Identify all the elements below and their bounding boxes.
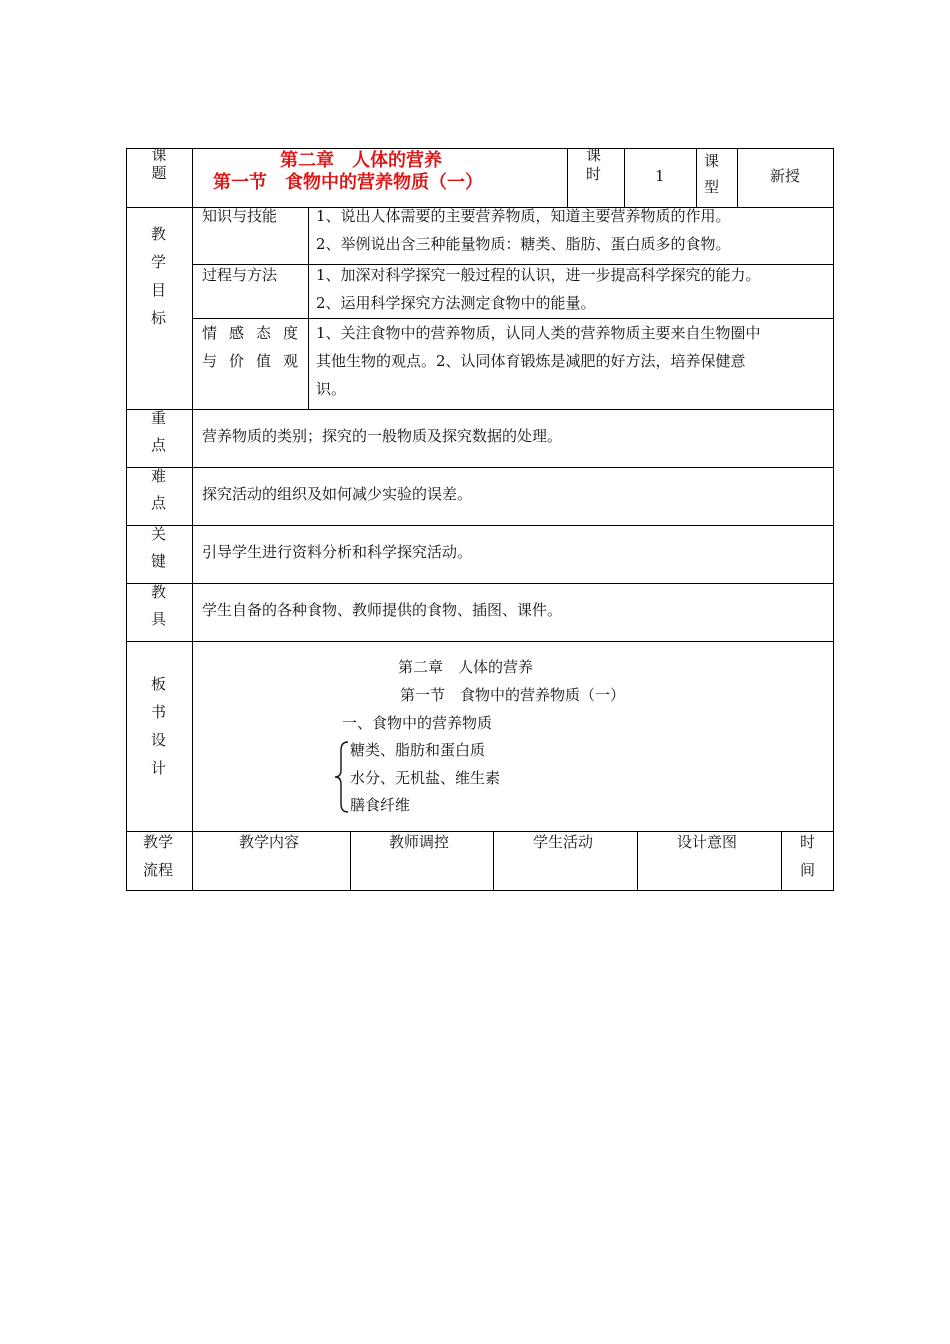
flow-time-line2: 间 bbox=[800, 861, 816, 879]
flow-column-student: 学生活动 bbox=[533, 833, 594, 851]
flow-column-teacher: 教师调控 bbox=[389, 833, 450, 851]
key-point-text: 营养物质的类别；探究的一般物质及探究数据的处理。 bbox=[202, 427, 563, 445]
flow-time-line1: 时 bbox=[800, 833, 816, 851]
key-label bbox=[151, 521, 169, 575]
objective-category-attitude-line1: 情感态度 bbox=[202, 324, 311, 342]
objective-category-attitude-line2: 与价值观 bbox=[202, 352, 311, 370]
table-row-divider bbox=[126, 409, 834, 410]
board-line3: 一、食物中的营养物质 bbox=[342, 714, 493, 732]
flow-column-intent: 设计意图 bbox=[677, 833, 738, 851]
header-divider bbox=[624, 148, 625, 208]
objective-category-knowledge: 知识与技能 bbox=[202, 207, 278, 225]
flow-label-line2: 流程 bbox=[143, 861, 174, 879]
board-line2: 第一节 食物中的营养物质（一） bbox=[400, 686, 626, 704]
header-divider bbox=[737, 148, 738, 208]
objective-attitude-line1: 1、关注食物中的营养物质，认同人类的营养物质主要来自生物圈中 bbox=[316, 324, 761, 342]
table-border-left bbox=[126, 148, 127, 891]
tools-label bbox=[151, 579, 169, 633]
key-point-label-text: 重点 bbox=[151, 409, 167, 454]
objective-attitude-line2: 其他生物的观点。2、认同体育锻炼是减肥的好方法，培养保健意 bbox=[316, 352, 746, 370]
objective-attitude-line3: 识。 bbox=[316, 380, 347, 398]
flow-column-divider bbox=[350, 831, 351, 891]
flow-label-line1: 教学 bbox=[143, 833, 174, 851]
flow-column-divider bbox=[637, 831, 638, 891]
board-item-3: 膳食纤维 bbox=[350, 796, 411, 814]
table-border-bottom bbox=[126, 890, 834, 891]
header-divider bbox=[696, 148, 697, 208]
flow-column-divider bbox=[493, 831, 494, 891]
table-row-divider bbox=[126, 525, 834, 526]
flow-column-divider bbox=[781, 831, 782, 891]
objective-process-line1: 1、加深对科学探究一般过程的认识，进一步提高科学探究的能力。 bbox=[316, 266, 761, 284]
table-row-divider bbox=[126, 583, 834, 584]
objective-category-process: 过程与方法 bbox=[202, 266, 278, 284]
header-divider bbox=[567, 148, 568, 208]
difficulty-text: 探究活动的组织及如何减少实验的误差。 bbox=[202, 485, 473, 503]
objective-knowledge-line1: 1、说出人体需要的主要营养物质，知道主要营养物质的作用。 bbox=[316, 207, 731, 225]
tools-label-text: 教具 bbox=[151, 583, 167, 628]
lesson-title-line1: 第二章 人体的营养 bbox=[280, 150, 442, 171]
tools-text: 学生自备的各种食物、教师提供的食物、插图、课件。 bbox=[202, 601, 563, 619]
curly-brace-icon bbox=[334, 740, 350, 814]
board-item-1: 糖类、脂肪和蛋白质 bbox=[350, 741, 486, 759]
board-item-2: 水分、无机盐、维生素 bbox=[350, 769, 501, 787]
board-line1: 第二章 人体的营养 bbox=[398, 658, 534, 676]
hours-label bbox=[586, 146, 604, 184]
key-label-text: 关键 bbox=[151, 525, 167, 570]
type-value: 新授 bbox=[770, 167, 801, 185]
type-label bbox=[704, 148, 722, 200]
board-label bbox=[151, 670, 169, 782]
objective-category-divider bbox=[308, 207, 309, 410]
flow-column-content: 教学内容 bbox=[239, 833, 300, 851]
difficulty-label-text: 难点 bbox=[151, 467, 167, 512]
table-row-divider bbox=[126, 641, 834, 642]
subject-label-text: 课题 bbox=[151, 146, 167, 182]
key-point-label bbox=[151, 405, 169, 459]
lesson-title-line2: 第一节 食物中的营养物质（一） bbox=[213, 172, 483, 193]
hours-value: 1 bbox=[655, 167, 665, 185]
difficulty-label bbox=[151, 463, 169, 517]
label-column-divider bbox=[192, 148, 193, 891]
objectives-label-text: 教学目标 bbox=[151, 225, 167, 327]
hours-label-text: 课时 bbox=[586, 146, 602, 183]
table-border-top bbox=[126, 148, 834, 149]
board-label-text: 板书设计 bbox=[151, 675, 167, 777]
objectives-label bbox=[151, 220, 169, 332]
key-text: 引导学生进行资料分析和科学探究活动。 bbox=[202, 543, 473, 561]
objective-process-line2: 2、运用科学探究方法测定食物中的能量。 bbox=[316, 294, 596, 312]
objective-knowledge-line2: 2、举例说出含三种能量物质：糖类、脂肪、蛋白质多的食物。 bbox=[316, 235, 731, 253]
table-row-divider bbox=[126, 467, 834, 468]
subject-label bbox=[126, 146, 192, 182]
type-label-text: 课型 bbox=[704, 152, 720, 196]
table-border-right bbox=[833, 148, 834, 891]
